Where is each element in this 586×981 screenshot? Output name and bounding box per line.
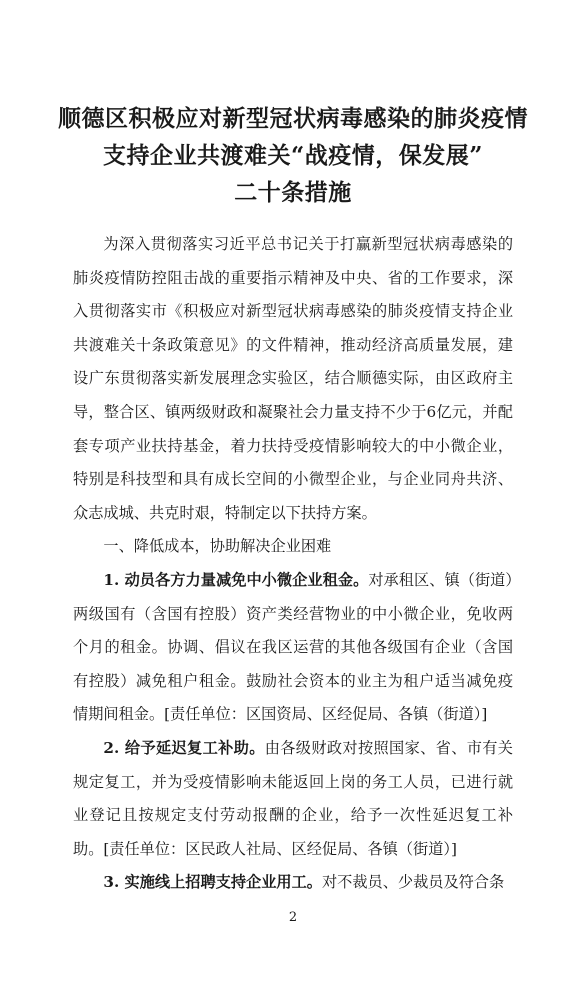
measure-heading: 1. 动员各方力量减免中小微企业租金。: [103, 570, 369, 589]
measure-item-1: [73, 564, 513, 732]
intro-paragraph: 为深入贯彻落实习近平总书记关于打赢新型冠状病毒感染的肺炎疫情防控阻击战的重要指示精神及中央、省的工作要求，深入贯彻落实市《积极应对新型冠状病毒感染的肺炎疫情支持企业共渡难关十条政策意见》的文件精神，推动经济高质量发展，建设广东贯彻落实新发展理念实验区，结合顺德实际，由区政府主导，整合区、镇两级财政和凝聚社会力量支持不少于6亿元，并配套专项产业扶持基金，着力扶持受疫情影响较大的中小微企业，特别是科技型和具有成长空间的小微型企业，与企业同舟共济、众志成城、共克时艰，特制定以下扶持方案。: [73, 235, 513, 522]
section-heading: 一、降低成本，协助解决企业困难: [103, 537, 332, 556]
document-title-line-2: 支持企业共渡难关“战疫情，保发展”: [103, 142, 483, 169]
measure-text: 对承租区、镇（街道）两级国有（含国有控股）资产类经营物业的中小微企业，免收两个月的租金。协调、倡议在我区运营的其他各级国有企业（含国有控股）减免租户租金。鼓励社会资本的业主为租户适当减免疫情期间租金。[责任单位：区国资局、区经促局、各镇（街道）]: [73, 570, 513, 724]
document-title-line-1: 顺德区积极应对新型冠状病毒感染的肺炎疫情: [58, 105, 528, 132]
measure-text: 对不裁员、少裁员及符合条: [321, 873, 505, 892]
measure-item-3: [73, 866, 513, 900]
measure-item-2: [73, 732, 513, 866]
measure-heading: 2. 给予延迟复工补助。: [103, 738, 265, 757]
page-number: 2: [288, 910, 298, 925]
measure-heading: 3. 实施线上招聘支持企业用工。: [103, 873, 322, 892]
measure-text: 由各级财政对按照国家、省、市有关规定复工，并为受疫情影响未能返回上岗的务工人员，已进行就业登记且按规定支付劳动报酬的企业，给予一次性延迟复工补助。[责任单位：区民政人社局、区经促局、各镇（街道）]: [73, 738, 513, 858]
document-title-line-3: 二十条措施: [234, 179, 352, 206]
document-body: [73, 228, 513, 900]
